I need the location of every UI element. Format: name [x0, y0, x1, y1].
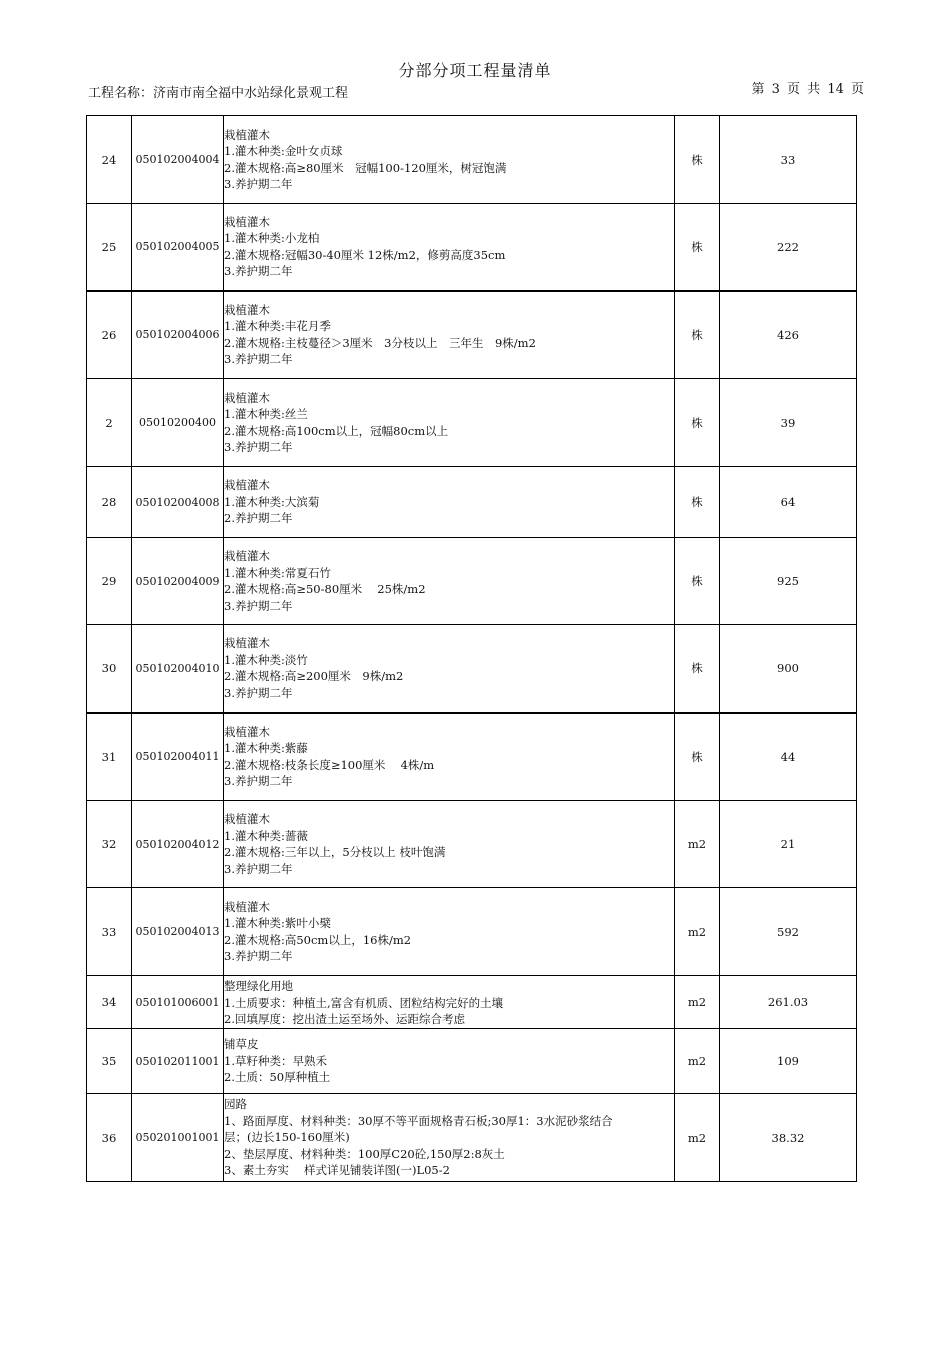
item-number: 30 — [87, 625, 132, 713]
item-feature-line: 2.灌木规格:高100cm以上，冠幅80cm以上 — [224, 423, 449, 438]
item-description — [224, 379, 675, 467]
item-feature-line: 3.养护期二年 — [224, 685, 293, 700]
item-feature-line: 1.灌木种类:蔷薇 — [224, 828, 308, 843]
item-description — [224, 1029, 675, 1094]
item-number: 35 — [87, 1029, 132, 1094]
item-number: 36 — [87, 1094, 132, 1182]
item-feature-line: 3.养护期二年 — [224, 861, 293, 876]
item-unit: m2 — [675, 801, 720, 888]
item-unit: 株 — [675, 379, 720, 467]
item-code: 050201001001 — [132, 1094, 224, 1182]
item-feature-line: 2.养护期二年 — [224, 511, 293, 526]
item-quantity: 109 — [720, 1029, 857, 1094]
table-row — [87, 801, 857, 888]
item-name: 栽植灌木 — [224, 127, 270, 142]
item-feature-line: 1.草籽种类：早熟禾 — [224, 1053, 327, 1068]
item-feature-line: 3.养护期二年 — [224, 177, 293, 191]
item-unit: 株 — [675, 116, 720, 204]
item-name: 园路 — [224, 1097, 247, 1112]
item-number: 32 — [87, 801, 132, 888]
item-unit: 株 — [675, 625, 720, 713]
item-code: 050102004010 — [132, 625, 224, 713]
item-feature-line: 3.养护期二年 — [224, 440, 293, 454]
item-feature-line: 1.土质要求：种植土,富含有机质、团粒结构完好的土壤 — [224, 995, 504, 1010]
item-quantity: 33 — [720, 116, 857, 204]
item-feature-line: 2、垫层厚度、材料种类：100厚C20砼,150厚2:8灰土 — [224, 1146, 505, 1161]
item-feature-line: 2.回填厚度：挖出渣土运至场外、运距综合考虑 — [224, 1012, 465, 1027]
table-row — [87, 1094, 857, 1182]
item-quantity: 261.03 — [720, 976, 857, 1029]
item-feature-line: 2.灌木规格:枝条长度≥100厘米 4株/m — [224, 757, 435, 772]
item-feature-line: 2.灌木规格:高≥50-80厘米 25株/m2 — [224, 582, 426, 596]
item-code: 050102004013 — [132, 888, 224, 976]
item-feature-line: 3.养护期二年 — [224, 949, 293, 963]
table-row — [87, 467, 857, 538]
item-number: 2 — [87, 379, 132, 467]
item-number: 33 — [87, 888, 132, 976]
item-name: 栽植灌木 — [224, 549, 270, 563]
item-feature-line: 2.灌木规格:高≥80厘米 冠幅100-120厘米，树冠饱满 — [224, 160, 507, 175]
item-description — [224, 625, 675, 713]
item-number: 26 — [87, 291, 132, 379]
item-unit: 株 — [675, 538, 720, 625]
item-description — [224, 204, 675, 291]
item-quantity: 900 — [720, 625, 857, 713]
table-row — [87, 625, 857, 713]
item-feature-line: 1.灌木种类:紫藤 — [224, 741, 308, 756]
item-name: 栽植灌木 — [224, 899, 270, 914]
item-code: 050102011001 — [132, 1029, 224, 1094]
item-quantity: 592 — [720, 888, 857, 976]
table-row — [87, 713, 857, 801]
item-unit: m2 — [675, 1029, 720, 1094]
item-number: 25 — [87, 204, 132, 291]
item-quantity: 21 — [720, 801, 857, 888]
item-description — [224, 538, 675, 625]
item-feature-line: 1.灌木种类:紫叶小檗 — [224, 916, 331, 930]
item-description — [224, 888, 675, 976]
item-unit: 株 — [675, 467, 720, 538]
item-unit: m2 — [675, 976, 720, 1029]
item-description — [224, 801, 675, 888]
item-code: 050101006001 — [132, 976, 224, 1029]
item-quantity: 222 — [720, 204, 857, 291]
item-feature-line: 1.灌木种类:淡竹 — [224, 652, 308, 667]
table-row — [87, 888, 857, 976]
item-feature-line: 3.养护期二年 — [224, 352, 293, 367]
item-name: 铺草皮 — [224, 1037, 259, 1052]
item-code: 050102004006 — [132, 291, 224, 379]
item-code: 050102004004 — [132, 116, 224, 204]
item-feature-line: 1.灌木种类:金叶女贞球 — [224, 144, 343, 158]
item-feature-line: 1.灌木种类:大滨菊 — [224, 494, 320, 509]
item-description — [224, 291, 675, 379]
item-number: 28 — [87, 467, 132, 538]
item-feature-line: 1、路面厚度、材料种类：30厚不等平面规格青石板;30厚1：3水泥砂浆结合 — [224, 1113, 613, 1128]
item-code: 05010200400 — [132, 379, 224, 467]
item-quantity: 38.32 — [720, 1094, 857, 1182]
table-row — [87, 204, 857, 291]
item-description — [224, 713, 675, 801]
item-feature-line: 1.灌木种类:小龙柏 — [224, 231, 320, 246]
item-name: 整理绿化用地 — [224, 979, 293, 994]
project-name: 工程名称：济南市南全福中水站绿化景观工程 — [88, 86, 349, 101]
table-row — [87, 1029, 857, 1094]
item-quantity: 925 — [720, 538, 857, 625]
item-unit: m2 — [675, 888, 720, 976]
item-quantity: 64 — [720, 467, 857, 538]
table-row — [87, 379, 857, 467]
item-unit: 株 — [675, 291, 720, 379]
item-feature-line: 层；(边长150-160厘米) — [224, 1130, 350, 1145]
item-code: 050102004008 — [132, 467, 224, 538]
item-name: 栽植灌木 — [224, 302, 270, 317]
item-feature-line: 3.养护期二年 — [224, 264, 293, 279]
item-description — [224, 976, 675, 1029]
item-code: 050102004012 — [132, 801, 224, 888]
item-description — [224, 1094, 675, 1182]
item-feature-line: 2.灌木规格:高50cm以上，16株/m2 — [224, 932, 412, 947]
bill-of-quantities-table — [86, 115, 857, 1182]
item-feature-line: 2.灌木规格:主枝蔓径＞3厘米 3分枝以上 三年生 9株/m2 — [224, 335, 536, 350]
table-row — [87, 976, 857, 1029]
item-name: 栽植灌木 — [224, 214, 270, 229]
item-quantity: 44 — [720, 713, 857, 801]
item-description — [224, 116, 675, 204]
item-unit: 株 — [675, 204, 720, 291]
item-unit: m2 — [675, 1094, 720, 1182]
item-number: 29 — [87, 538, 132, 625]
item-name: 栽植灌木 — [224, 724, 270, 739]
item-code: 050102004005 — [132, 204, 224, 291]
item-name: 栽植灌木 — [224, 390, 270, 405]
item-number: 34 — [87, 976, 132, 1029]
item-code: 050102004011 — [132, 713, 224, 801]
item-feature-line: 2.灌木规格:冠幅30-40厘米 12株/m2，修剪高度35cm — [224, 247, 506, 262]
item-name: 栽植灌木 — [224, 636, 270, 651]
item-unit: 株 — [675, 713, 720, 801]
item-name: 栽植灌木 — [224, 812, 270, 826]
item-feature-line: 2.灌木规格:高≥200厘米 9株/m2 — [224, 669, 404, 684]
item-feature-line: 3、素土夯实 样式详见铺装详图(一)L05-2 — [224, 1163, 450, 1178]
item-feature-line: 1.灌木种类:丰花月季 — [224, 319, 331, 334]
item-quantity: 39 — [720, 379, 857, 467]
table-row — [87, 116, 857, 204]
item-feature-line: 3.养护期二年 — [224, 774, 293, 789]
item-feature-line: 2.土质：50厚种植土 — [224, 1070, 331, 1085]
item-name: 栽植灌木 — [224, 478, 270, 493]
page-info: 第 3 页 共 14 页 — [751, 82, 864, 97]
item-feature-line: 1.灌木种类:常夏石竹 — [224, 565, 331, 580]
item-number: 24 — [87, 116, 132, 204]
page-title: 分部分项工程量清单 — [398, 61, 552, 80]
item-quantity: 426 — [720, 291, 857, 379]
item-code: 050102004009 — [132, 538, 224, 625]
table-row — [87, 291, 857, 379]
item-feature-line: 3.养护期二年 — [224, 598, 293, 613]
item-description — [224, 467, 675, 538]
item-feature-line: 2.灌木规格:三年以上，5分枝以上 枝叶饱满 — [224, 845, 446, 859]
item-feature-line: 1.灌木种类:丝兰 — [224, 407, 308, 421]
table-row — [87, 538, 857, 625]
item-number: 31 — [87, 713, 132, 801]
